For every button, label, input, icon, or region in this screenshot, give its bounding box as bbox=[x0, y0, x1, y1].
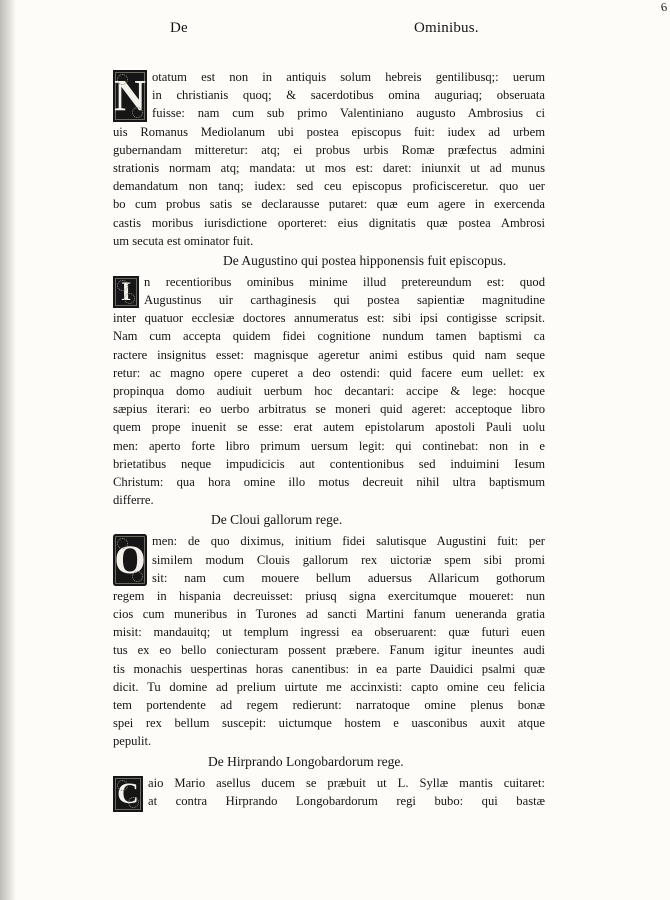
text-line: men: aperto forte libro primum uersum legit: qui continebat: non in e bbox=[113, 438, 545, 453]
page-edge-shadow bbox=[0, 0, 16, 900]
section-heading: De Augustino qui postea hipponensis fuit episcopus. bbox=[223, 252, 507, 268]
text-line: pepulit. bbox=[113, 734, 152, 749]
corner-mark: 6 bbox=[659, 0, 669, 15]
text-line: aio Mario asellus ducem se præbuit ut L. Syllæ mantis cuitaret: bbox=[148, 775, 545, 790]
text-line: quem prope inuenit se esse: erat autem epistolarum apostoli Pauli uolu bbox=[113, 420, 545, 435]
text-line: differre. bbox=[113, 493, 154, 508]
text-line: cios cum muneribus in Turones ad sancti Martini fanum ueneranda gratia bbox=[113, 607, 545, 622]
text-line: otatum est non in antiquis solum hebreis gentilibusq;: uerum bbox=[152, 70, 545, 84]
text-line: demandatum non tanq; iudex: sed ceu episcopus proficisceretur. quo uer bbox=[113, 179, 545, 194]
running-head-left: De bbox=[170, 20, 188, 36]
text-line: uis Romanus Mediolanum ubi postea episcopus fuit: iudex ad urbem bbox=[113, 124, 545, 139]
text-line: Nam cum accepta quidem fidei cognitione nundum tamen baptismi ca bbox=[113, 329, 545, 344]
text-line: tis monachis uespertinas horas canentibus: in ea parte Dauidici psalmi quæ bbox=[113, 661, 545, 676]
decorated-initial: O bbox=[113, 534, 147, 586]
section-body bbox=[113, 273, 545, 509]
text-block bbox=[113, 68, 545, 812]
text-line: dicit. Tu domine ad prelium uirtute me accinxisti: capto omine ceu felicia bbox=[113, 679, 545, 694]
text-line: similem modum Clouis gallorum rex uictoriæ spem sibi promi bbox=[152, 552, 545, 567]
text-line: propinqua domo audiuit uerbum hoc decantari: accipe & lege: hocque bbox=[113, 384, 545, 398]
decorated-initial: N bbox=[114, 71, 146, 120]
text-line: n recentioribus ominibus minime illud pretereundum est: quod bbox=[144, 274, 545, 289]
text-line: men: de quo diximus, initium fidei salutisque Augustini fuit: per bbox=[152, 534, 545, 549]
text-line: bo cum probus satis se declarausse putaret: quæ eum agere in exercenda bbox=[113, 197, 545, 212]
decorated-initial: I bbox=[113, 276, 139, 308]
text-line: ractere insignitus esset: magnisque ageretur animi estibus quid nam seque bbox=[113, 347, 545, 362]
text-line: tus ex eo bello coniecturam possent præbere. Fanum igitur ineuntes audi bbox=[113, 643, 545, 658]
section-augustine bbox=[113, 250, 545, 509]
text-line: Augustinus uir carthaginesis qui postea sapientiæ magnitudine bbox=[144, 293, 545, 308]
running-head-right: Ominibus. bbox=[414, 20, 479, 36]
section-omens bbox=[113, 68, 545, 250]
text-line: inter quatuor ecclesiæ doctores annumeratus est: sibi ipsi contigisse scripsit. bbox=[113, 311, 545, 326]
text-line: gubernandam mitteretur: atq; ei probus urbis Romæ præfectus admini bbox=[113, 142, 545, 157]
section-heading: De Cloui gallorum rege. bbox=[211, 512, 343, 528]
text-line: tem portendente ad regem redierunt: narratoque omine plenus bonæ bbox=[113, 698, 545, 712]
text-line: castis moribus iurisdictione oporteret: eius dignitatis quæ postea Ambrosi bbox=[113, 215, 545, 230]
section-body bbox=[113, 532, 545, 750]
text-line: um secuta est ominator fuit. bbox=[113, 233, 254, 248]
text-line: misit: mandauitq; ut templum ingressi ea obseruarent: quæ futuri euen bbox=[113, 625, 545, 640]
text-line: sit: nam cum mouere bellum aduersus Allaricum gothorum bbox=[152, 570, 545, 585]
text-line: fuisse: nam cum sub primo Valentiniano augusto Ambrosius ci bbox=[152, 106, 545, 121]
text-line: at contra Hirprando Longobardorum regi bubo: qui bastæ bbox=[148, 793, 545, 808]
text-line: sæpius iterari: eo uerbo arbitratus se moneri quid ageret: acceptoque libro bbox=[113, 402, 545, 417]
text-line: spei rex bellum suscepit: uictumque hostem e uasconibus auxit atque bbox=[113, 716, 545, 731]
text-line: in christianis quoq; & sacerdotibus omina auguriaq; obseruata bbox=[152, 88, 545, 103]
text-line: strationis normam atq; mandata: ut mos est: daret: iniunxit ut ad munus bbox=[113, 160, 545, 175]
section-body bbox=[113, 774, 545, 810]
text-line: Christum: qua hora omine illo motus decreuit nihil ultra baptismum bbox=[113, 474, 545, 489]
decorated-initial: C bbox=[113, 776, 143, 812]
section-heading: De Hirprando Longobardorum rege. bbox=[208, 753, 404, 769]
section-clovis bbox=[113, 509, 545, 750]
section-body bbox=[113, 68, 545, 250]
text-line: retur: ac magno opere cuperet a deo ostendi: quid facere eum uellet: ex bbox=[113, 365, 545, 380]
text-line: regem in hispania decreuisset: priusq signa exercitumque moueret: nun bbox=[113, 588, 545, 603]
section-hirprand bbox=[113, 751, 545, 810]
text-line: brietatibus neque impudicicis aut contentionibus sed induimini Iesum bbox=[113, 456, 545, 471]
